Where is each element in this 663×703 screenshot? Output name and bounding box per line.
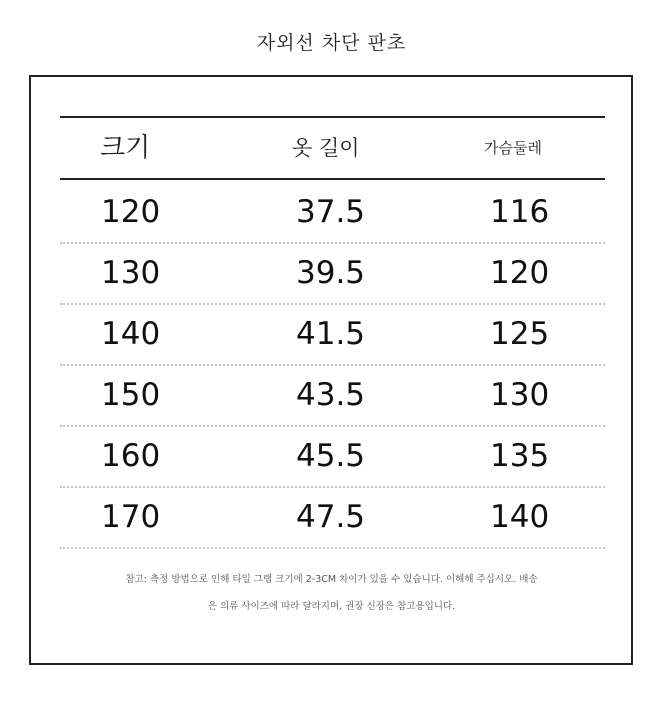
length-cell: 43.5 [296,377,366,413]
length-cell: 47.5 [296,499,366,535]
table-row [60,305,605,366]
length-cell: 41.5 [296,316,366,352]
column-header-length: 옷 길이 [292,136,360,160]
size-cell: 120 [101,194,161,230]
chest-cell: 140 [490,499,550,535]
table-row [60,244,605,305]
table-top-rule [60,116,605,118]
table-row [60,427,605,488]
measurement-note: 참고: 측정 방법으로 인해 타일 그램 크기에 2-3CM 차이가 있을 수 있습니다. 이해해 주십시오. 배송 [125,574,538,585]
size-cell: 130 [101,255,161,291]
row-divider [60,547,605,549]
chest-cell: 135 [490,438,550,474]
chest-cell: 130 [490,377,550,413]
column-header-size: 크기 [100,133,151,163]
length-cell: 37.5 [296,194,366,230]
size-cell: 150 [101,377,161,413]
table-row [60,366,605,427]
chest-cell: 116 [490,194,550,230]
column-header-chest: 가슴둘레 [484,139,542,157]
chest-cell: 120 [490,255,550,291]
size-cell: 170 [101,499,161,535]
size-cell: 140 [101,316,161,352]
page-title: 자외선 차단 판초 [256,32,407,54]
table-row [60,183,605,244]
table-row [60,488,605,549]
length-cell: 39.5 [296,255,366,291]
table-header-rule [60,178,605,180]
chest-cell: 125 [490,316,550,352]
measurement-note: 은 의류 사이즈에 따라 달라지며, 권장 신장은 참고용입니다. [207,601,456,612]
size-cell: 160 [101,438,161,474]
length-cell: 45.5 [296,438,366,474]
